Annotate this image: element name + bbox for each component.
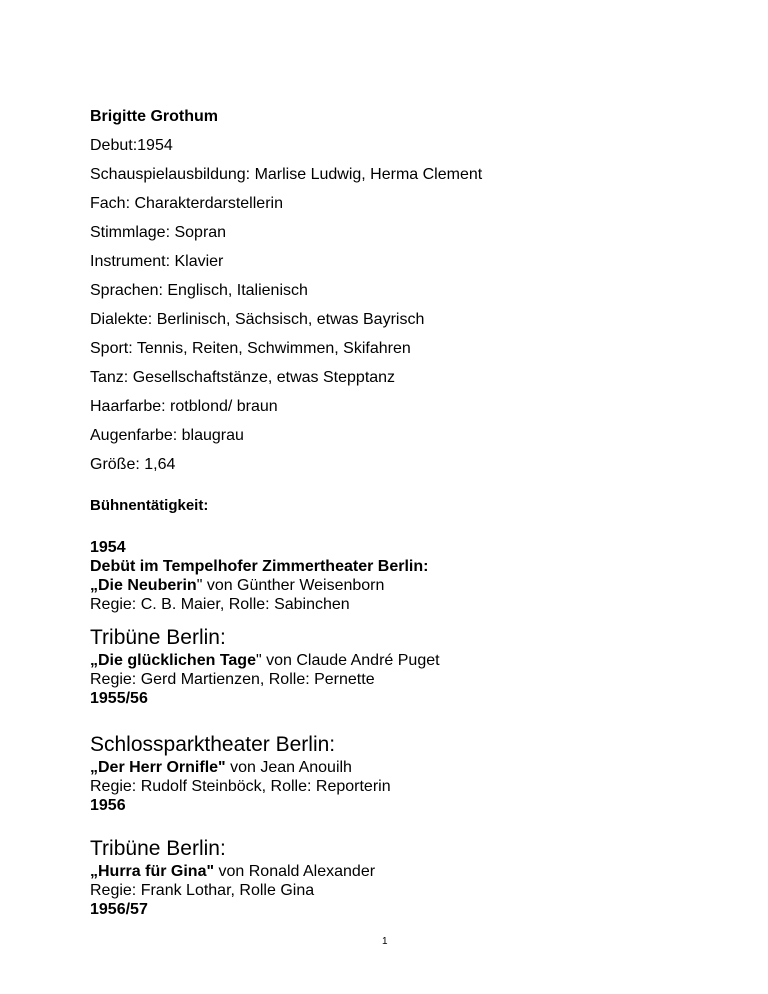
- fact-height: Größe: 1,64: [90, 456, 176, 473]
- entry-play: [90, 576, 428, 595]
- fact-dance: Tanz: Gesellschaftstänze, etwas Stepptanz: [90, 369, 396, 386]
- fact-eyes: Augenfarbe: blaugrau: [90, 427, 244, 444]
- fact-sport: Sport: Tennis, Reiten, Schwimmen, Skifahren: [90, 340, 411, 357]
- play-author: " von Günther Weisenborn: [196, 577, 385, 594]
- entry-year: 1954: [90, 539, 126, 556]
- entry-credits: Regie: Gerd Martienzen, Rolle: Pernette: [90, 671, 375, 688]
- entry-play: [90, 651, 440, 670]
- fact-voice: Stimmlage: Sopran: [90, 224, 227, 241]
- fact-hair: Haarfarbe: rotblond/ braun: [90, 398, 278, 415]
- entry-venue: Tribüne Berlin:: [90, 626, 226, 649]
- facts-list: [90, 136, 482, 484]
- stage-entry-3: [90, 732, 391, 815]
- stage-entry-2: [90, 625, 440, 708]
- play-title: „Die Neuberin: [90, 577, 197, 594]
- play-author: " von Claude André Puget: [255, 652, 440, 669]
- entry-credits: Regie: Rudolf Steinböck, Rolle: Reporterin: [90, 778, 391, 795]
- entry-credits: Regie: C. B. Maier, Rolle: Sabinchen: [90, 596, 350, 613]
- entry-credits: Regie: Frank Lothar, Rolle Gina: [90, 882, 315, 899]
- fact-languages: Sprachen: Englisch, Italienisch: [90, 282, 308, 299]
- play-author: von Jean Anouilh: [225, 759, 352, 776]
- fact-training: Schauspielausbildung: Marlise Ludwig, Herma Clement: [90, 166, 483, 183]
- entry-play: [90, 758, 391, 777]
- entry-year: 1955/56: [90, 690, 148, 707]
- stage-entry-4: [90, 836, 375, 919]
- stage-entry-1: [90, 538, 428, 614]
- play-title: „Hurra für Gina": [90, 863, 215, 880]
- entry-venue: Debüt im Tempelhofer Zimmertheater Berlin:: [90, 558, 429, 575]
- fact-dialects: Dialekte: Berlinisch, Sächsisch, etwas Bayrisch: [90, 311, 425, 328]
- entry-play: [90, 862, 375, 881]
- play-title: „Die glücklichen Tage: [90, 652, 256, 669]
- fact-debut: Debut:1954: [90, 137, 173, 154]
- person-name: Brigitte Grothum: [90, 108, 218, 125]
- entry-year: 1956/57: [90, 901, 148, 918]
- section-title: Bühnentätigkeit:: [90, 497, 209, 514]
- entry-year: 1956: [90, 797, 126, 814]
- entry-venue: Tribüne Berlin:: [90, 837, 226, 860]
- fact-instrument: Instrument: Klavier: [90, 253, 224, 270]
- entry-venue: Schlossparktheater Berlin:: [90, 733, 336, 756]
- fact-fach: Fach: Charakterdarstellerin: [90, 195, 283, 212]
- play-author: von Ronald Alexander: [214, 863, 376, 880]
- play-title: „Der Herr Ornifle": [90, 759, 226, 776]
- page-number: 1: [382, 936, 388, 947]
